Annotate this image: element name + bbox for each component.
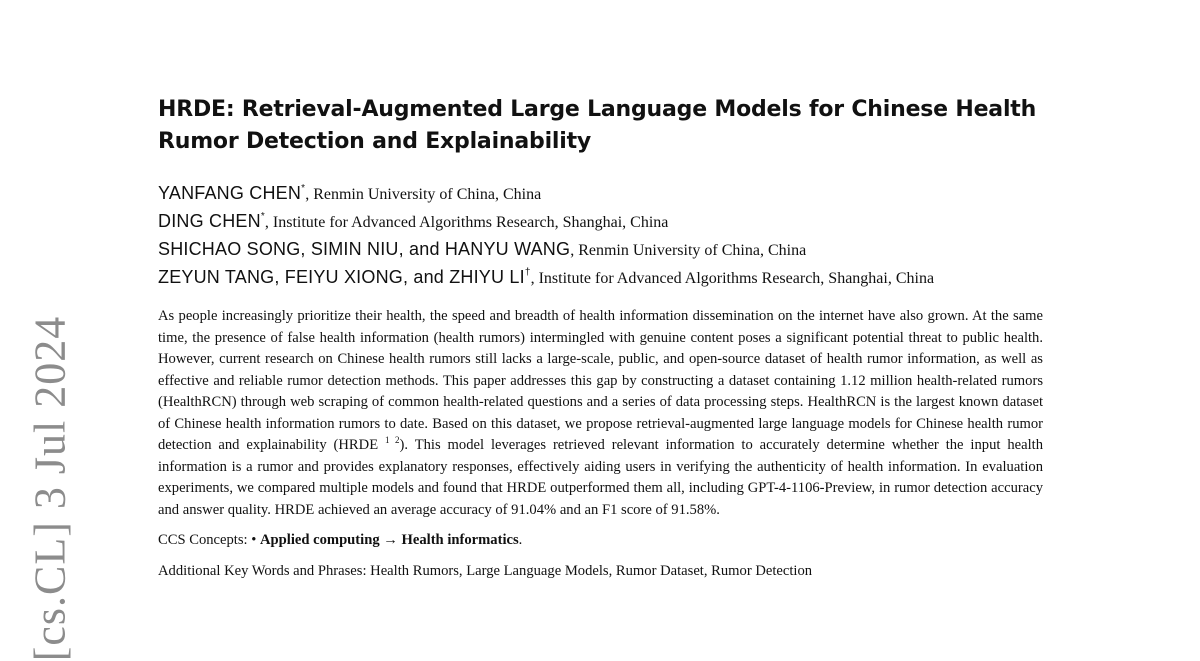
author-line — [158, 180, 1043, 208]
corresponding-author-mark: † — [524, 267, 531, 278]
author-names: SHICHAO SONG, SIMIN NIU, and HANYU WANG — [158, 239, 571, 259]
arxiv-identifier-margin — [20, 315, 80, 661]
author-block — [158, 180, 1043, 292]
author-line — [158, 264, 1043, 292]
author-names: YANFANG CHEN* — [158, 183, 306, 203]
equal-contribution-mark: * — [260, 211, 265, 222]
equal-contribution-mark: * — [301, 183, 306, 194]
paper-title: HRDE: Retrieval-Augmented Large Language Models for Chinese Health Rumor Detection and Explainability — [158, 97, 1037, 154]
author-line — [158, 236, 1043, 264]
footnote-marks: 1 2 — [385, 435, 400, 445]
arxiv-identifier-text: [cs.CL] 3 Jul 2024 — [25, 315, 75, 661]
author-affiliation: , Institute for Advanced Algorithms Research, Shanghai, China — [264, 214, 669, 231]
paper-front-matter — [158, 94, 1043, 582]
author-names: DING CHEN* — [158, 211, 265, 231]
ccs-concepts: CCS Concepts: • Applied computing → Health informatics. — [158, 532, 523, 548]
author-line — [158, 208, 1043, 236]
author-affiliation: , Renmin University of China, China — [570, 242, 807, 259]
keywords: Additional Key Words and Phrases: Health Rumors, Large Language Models, Rumor Dataset, Rumor Detection — [158, 563, 813, 579]
ccs-concept-term: Applied computing → Health informatics — [260, 532, 519, 548]
abstract: As people increasingly prioritize their health, the speed and breadth of health information dissemination on the internet have also grown. At the same time, the presence of false health information (health rumors) intermingled with genuine content poses a significant potential threat to public health. However, current research on Chinese health rumors still lacks a large-scale, public, and open-source dataset of health rumor information, as well as effective and reliable rumor detection methods. This paper addresses this gap by constructing a dataset containing 1.12 million health-related rumors (HealthRCN) through web scraping of common health-related questions and a series of data processing steps. HealthRCN is the largest known dataset of Chinese health information rumors to date. Based on this dataset, we propose retrieval-augmented large language models for Chinese health rumor detection and explainability (HRDE $^{1 2}$). This model leverages retrieved relevant information to accurately determine whether the input health information is a rumor and provides explanatory responses, effectively aiding users in verifying the authenticity of health information. In evaluation experiments, we compared multiple models and found that HRDE outperformed them all, including GPT-4-1106-Preview, in rumor detection accuracy and answer quality. HRDE achieved an average accuracy of 91.04% and an F1 score of 91.58%. — [158, 308, 1044, 518]
author-affiliation: , Institute for Advanced Algorithms Research, Shanghai, China — [530, 270, 935, 287]
author-names: ZEYUN TANG, FEIYU XIONG, and ZHIYU LI† — [158, 267, 531, 287]
author-affiliation: , Renmin University of China, China — [305, 186, 542, 203]
